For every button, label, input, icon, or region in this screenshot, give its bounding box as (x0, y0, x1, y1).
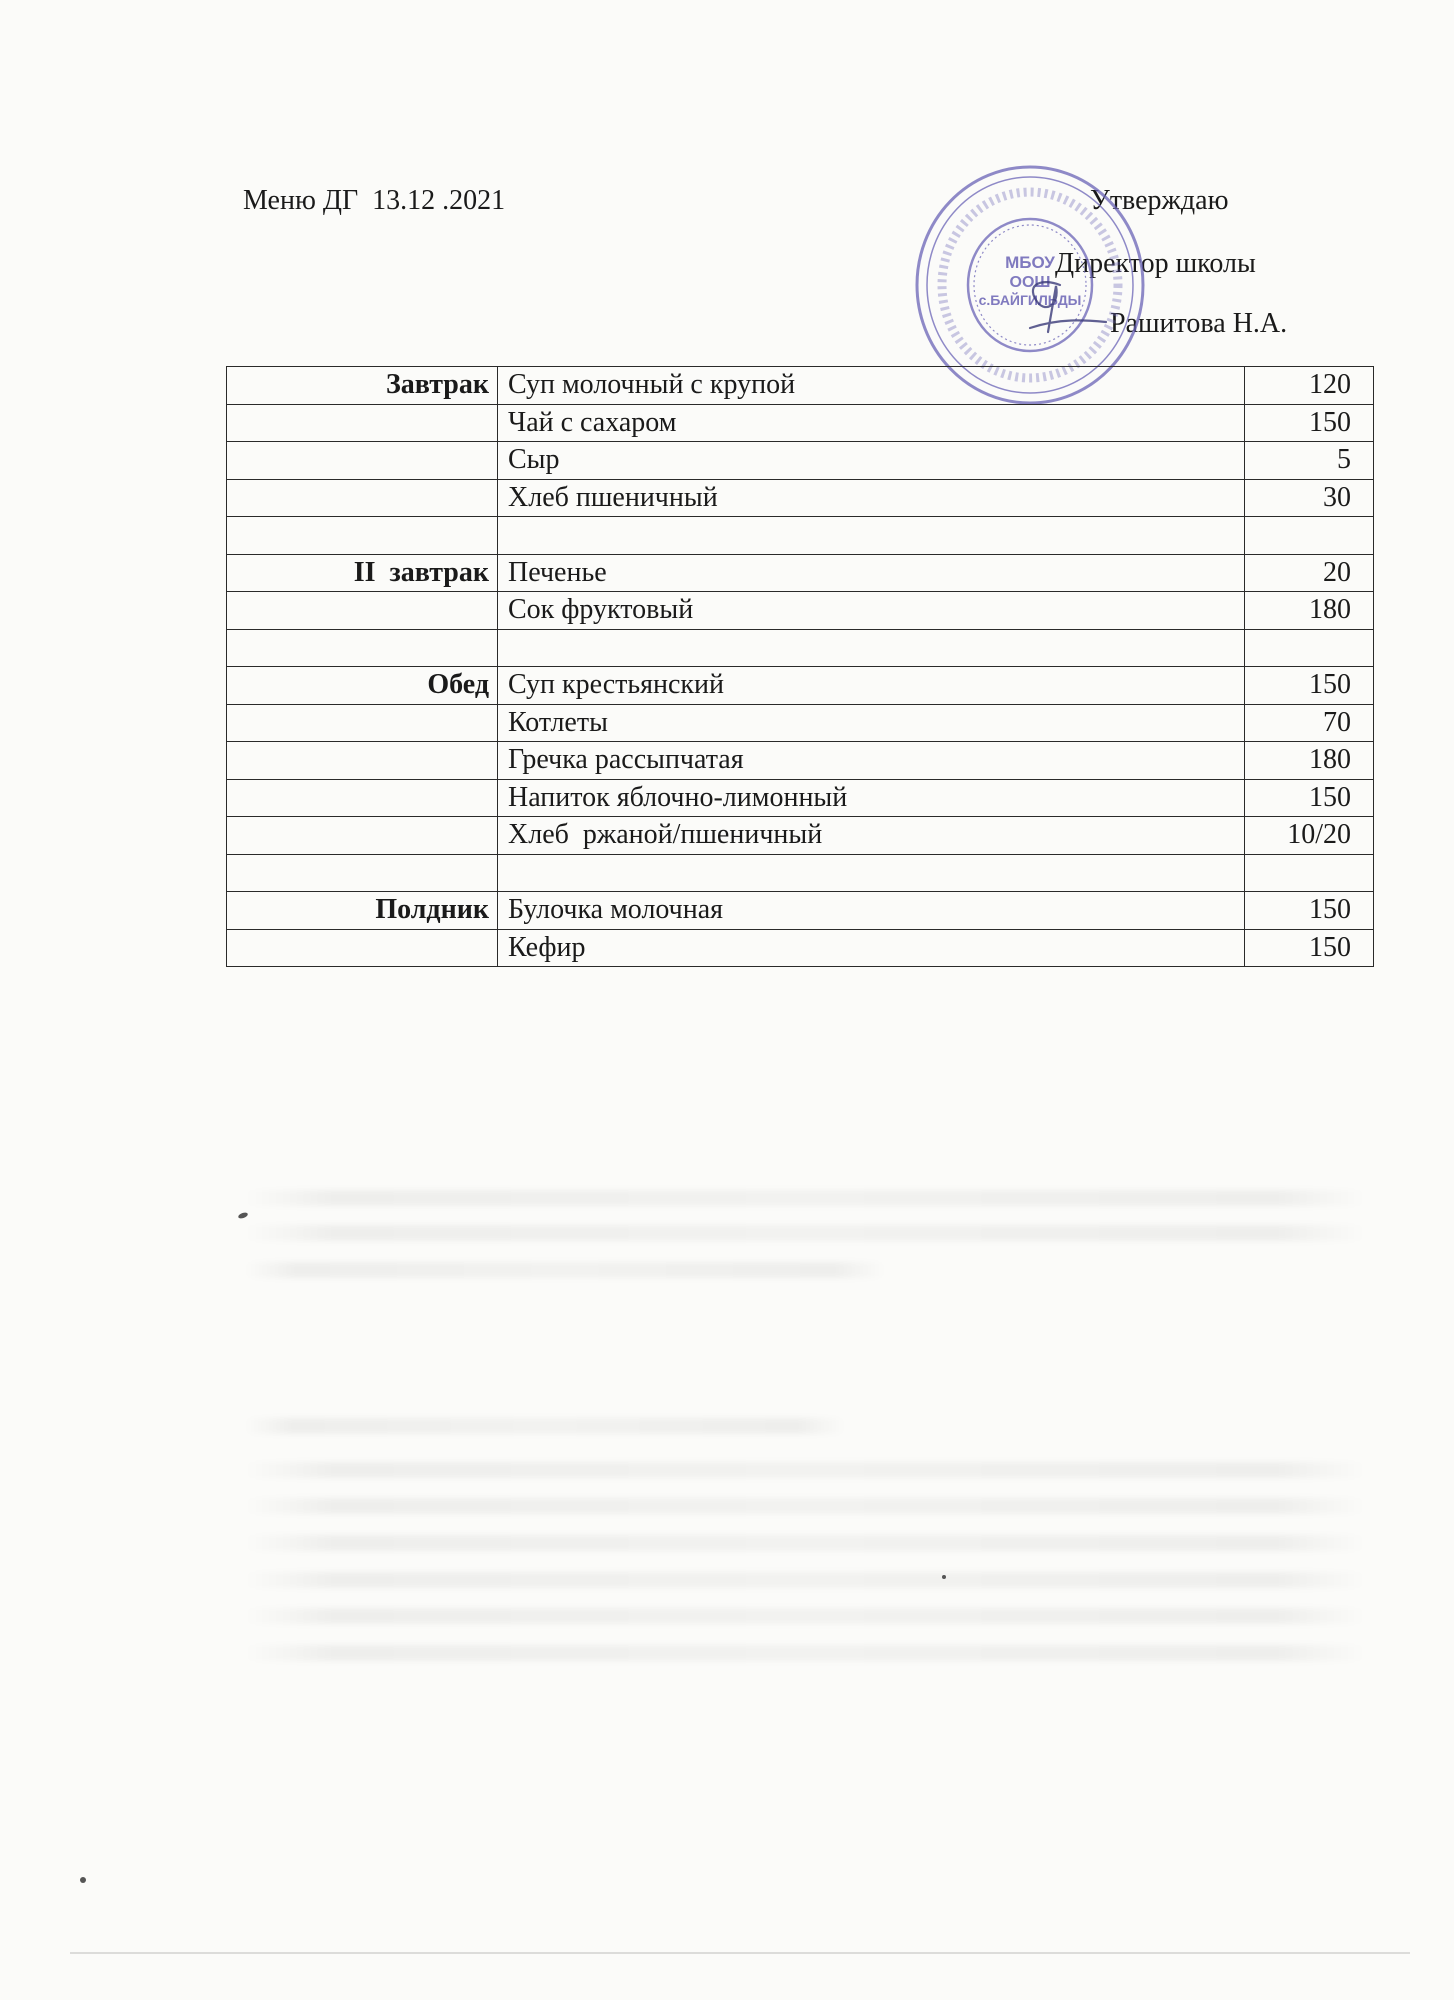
qty-cell: 180 (1245, 742, 1374, 780)
table-row (227, 929, 1374, 967)
qty-cell: 30 (1245, 479, 1374, 517)
qty-cell: 150 (1245, 404, 1374, 442)
meal-cell (227, 779, 498, 817)
dish-cell: Напиток яблочно-лимонный (498, 779, 1245, 817)
dish-cell: Хлеб ржаной/пшеничный (498, 817, 1245, 855)
speck (237, 1211, 248, 1219)
table-row (227, 629, 1374, 667)
dish-cell: Сок фруктовый (498, 592, 1245, 630)
dish-cell: Суп крестьянский (498, 667, 1245, 705)
table-row (227, 742, 1374, 780)
qty-cell (1245, 517, 1374, 555)
qty-cell: 5 (1245, 442, 1374, 480)
approval-label: Утверждаю (1090, 185, 1229, 216)
speck (80, 1877, 86, 1883)
ghost-line (245, 1572, 1365, 1588)
page-edge (70, 1952, 1410, 1954)
stamp-text-3: с.БАЙГИЛЬДЫ (978, 292, 1082, 308)
table-row (227, 892, 1374, 930)
meal-cell (227, 442, 498, 480)
dish-cell: Хлеб пшеничный (498, 479, 1245, 517)
dish-cell: Чай с сахаром (498, 404, 1245, 442)
qty-cell: 70 (1245, 704, 1374, 742)
speck (942, 1575, 946, 1579)
table-row (227, 554, 1374, 592)
meal-cell (227, 929, 498, 967)
stamp-text-2: ООШ (1009, 274, 1051, 291)
meal-cell (227, 404, 498, 442)
meal-cell (227, 629, 498, 667)
table-row (227, 442, 1374, 480)
qty-cell: 180 (1245, 592, 1374, 630)
qty-cell: 20 (1245, 554, 1374, 592)
qty-cell: 150 (1245, 892, 1374, 930)
meal-cell (227, 704, 498, 742)
qty-cell (1245, 629, 1374, 667)
meal-cell: II завтрак (227, 554, 498, 592)
table-row (227, 479, 1374, 517)
dish-cell (498, 854, 1245, 892)
page-title: Меню ДГ 13.12 .2021 (243, 185, 506, 216)
meal-cell: Полдник (227, 892, 498, 930)
table-row (227, 854, 1374, 892)
meal-cell (227, 817, 498, 855)
qty-cell (1245, 854, 1374, 892)
meal-cell (227, 854, 498, 892)
table-row (227, 667, 1374, 705)
meal-cell: Завтрак (227, 367, 498, 405)
table-row (227, 592, 1374, 630)
dish-cell: Булочка молочная (498, 892, 1245, 930)
ghost-line (245, 1262, 885, 1278)
ghost-line (245, 1225, 1365, 1241)
qty-cell: 150 (1245, 667, 1374, 705)
meal-cell (227, 592, 498, 630)
table-row (227, 517, 1374, 555)
table-row (227, 704, 1374, 742)
meal-cell (227, 517, 498, 555)
ghost-line (245, 1645, 1365, 1661)
qty-cell: 120 (1245, 367, 1374, 405)
stamp-text-1: МБОУ (1005, 253, 1055, 272)
table-row (227, 817, 1374, 855)
ghost-line (245, 1462, 1365, 1478)
meal-cell (227, 742, 498, 780)
dish-cell (498, 517, 1245, 555)
table-row (227, 367, 1374, 405)
menu-table (226, 366, 1374, 967)
qty-cell: 10/20 (1245, 817, 1374, 855)
dish-cell: Суп молочный с крупой (498, 367, 1245, 405)
dish-cell: Сыр (498, 442, 1245, 480)
approver-name: Рашитова Н.А. (1110, 308, 1288, 339)
qty-cell: 150 (1245, 929, 1374, 967)
dish-cell: Котлеты (498, 704, 1245, 742)
qty-cell: 150 (1245, 779, 1374, 817)
ghost-line (245, 1190, 1365, 1206)
dish-cell: Гречка рассыпчатая (498, 742, 1245, 780)
dish-cell (498, 629, 1245, 667)
ghost-line (245, 1535, 1365, 1551)
ghost-line (245, 1608, 1365, 1624)
table-row (227, 404, 1374, 442)
ghost-line (245, 1498, 1365, 1514)
meal-cell: Обед (227, 667, 498, 705)
dish-cell: Кефир (498, 929, 1245, 967)
meal-cell (227, 479, 498, 517)
dish-cell: Печенье (498, 554, 1245, 592)
approver-position: Директор школы (1055, 248, 1256, 279)
ghost-line (245, 1418, 845, 1434)
table-row (227, 779, 1374, 817)
